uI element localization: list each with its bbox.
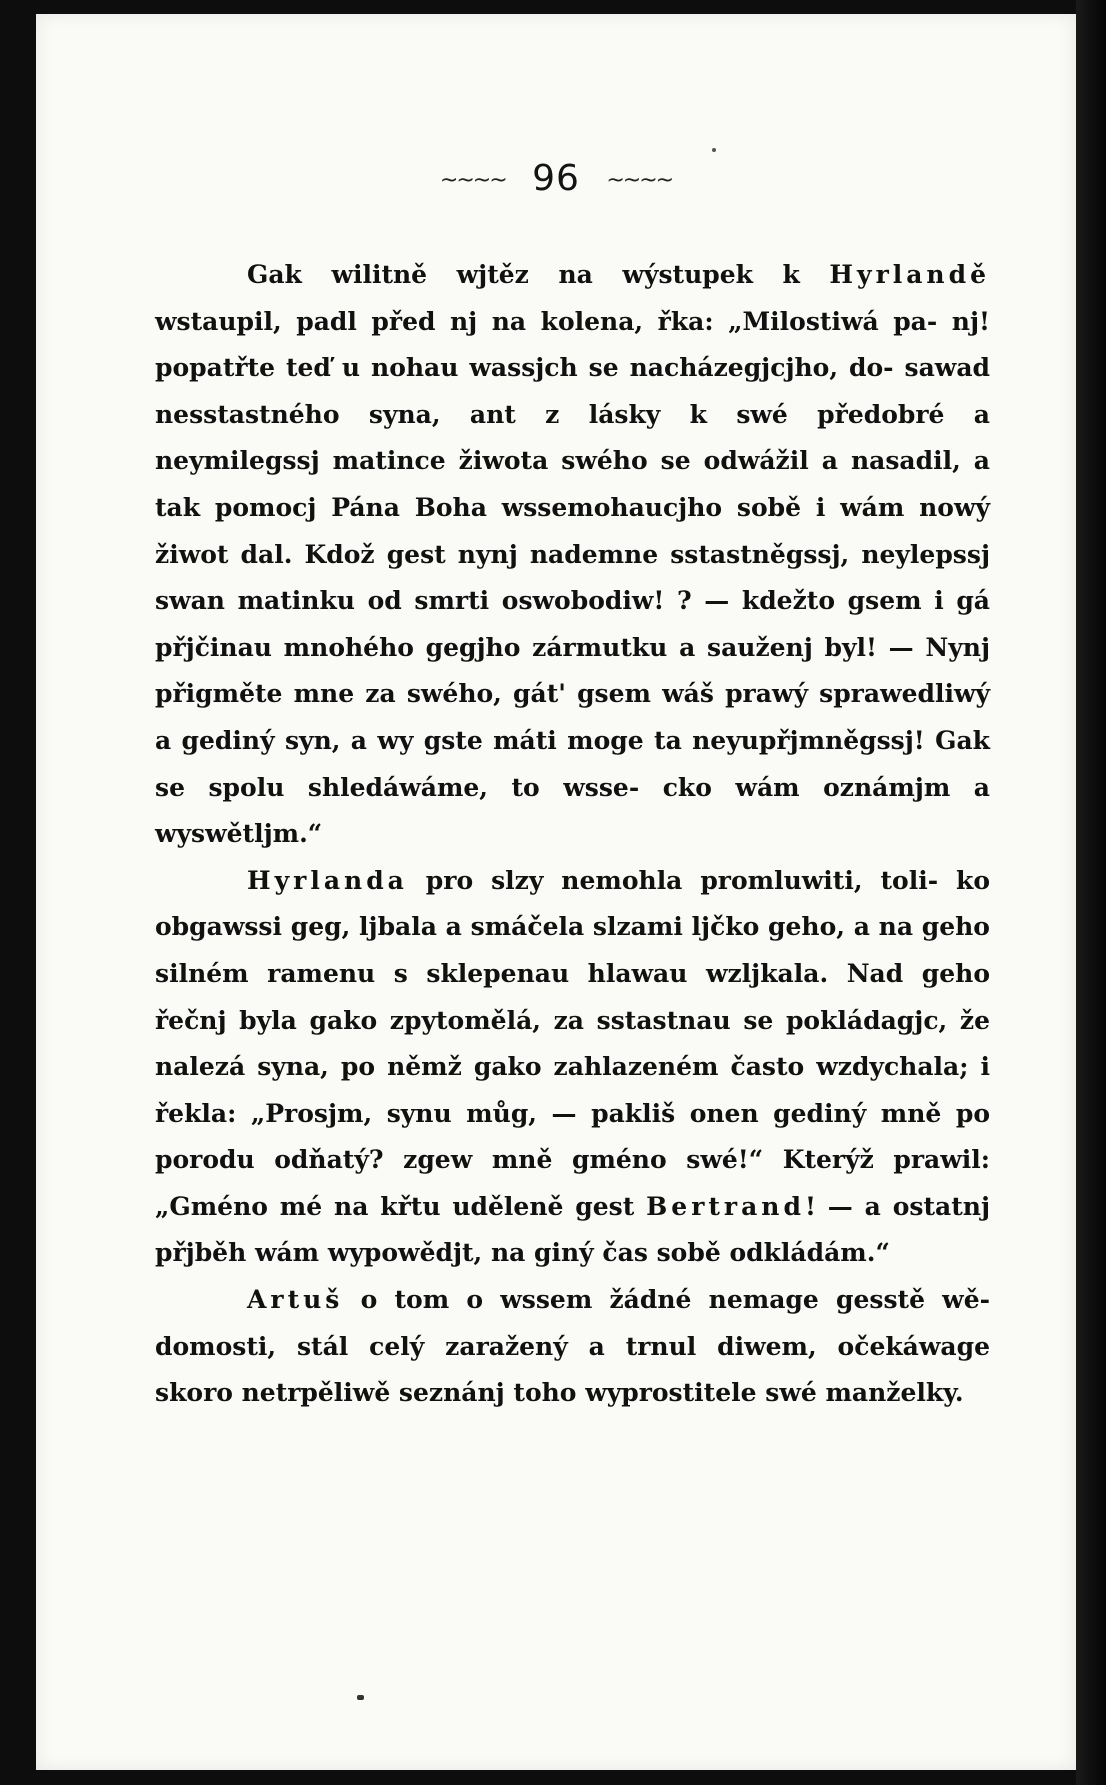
paragraph	[155, 252, 990, 858]
paragraph	[155, 1277, 990, 1417]
text-segment: ! — a ostatnj přjběh wám wypowědjt, na giný čas sobě odkládám.“	[155, 1191, 990, 1268]
name-bertrand: Bertrand	[646, 1191, 805, 1221]
text-segment: wstaupil, padl před nj na kolena, řka: „Milostiwá pa- nj! popatřte teď u nohau wassjch se nacházegjcjho, do- sawad nesstastného syna, ant z lásky k swé předobré a neymilegssj matince žiwota swého se odwážil a nasadil, a tak pomocj Pána Boha wssemohaucjho sobě i wám nowý žiwot dal. Kdož gest nynj nademne sstastněgssj, neylepssj swan matinku od smrti oswobodiw! ? — kdežto gsem i gá přjčinau mnohého gegjho zármutku a sauženj byl! — Nynj přigměte mne za swého, gát' gsem wáš prawý sprawedliwý a gediný syn, a wy gste máti moge ta neyupřjmněgssj! Gak se spolu shledáwáme, to wsse- cko wám oznámjm a wyswětljm.“	[155, 306, 990, 849]
page-number: 96	[532, 158, 580, 199]
scan-border	[1076, 0, 1106, 1785]
ornament-right: ~~~~	[606, 167, 673, 193]
ornament-left: ~~~~	[439, 167, 506, 193]
speck	[712, 148, 716, 152]
paragraph	[155, 858, 990, 1277]
ink-mark	[357, 1695, 364, 1700]
page-header	[36, 158, 1076, 199]
name-hyrlanda: Hyrlanda	[247, 865, 408, 895]
text-segment: pro slzy nemohla promluwiti, toli- ko obgawssi geg, ljbala a smáčela slzami ljčko geho, a na geho silném ramenu s sklepenau hlawau wzljkala. Nad geho řečnj byla gako zpytomělá, za sstastnau se pokládagjc, že nalezá syna, po němž gako zahlazeném často wzdychala; i řekla: „Prosjm, synu můg, — pakliš onen gediný mně po porodu odňatý? zgew mně gméno swé!“ Kterýž prawil: „Gméno mé na křtu uděleně gest	[155, 865, 990, 1221]
text-segment: Gak wilitně wjtěz na wýstupek k	[247, 260, 830, 289]
name-hyrlanda: Hyrlandě	[829, 260, 990, 289]
text-segment: o tom o wssem žádné nemage gesstě wě- domosti, stál celý zaražený a trnul diwem, očekáwage skoro netrpěliwě seznánj toho wyprostitele swé manželky.	[155, 1285, 990, 1408]
name-artus: Artuš	[247, 1285, 344, 1315]
body-text	[155, 252, 990, 1417]
